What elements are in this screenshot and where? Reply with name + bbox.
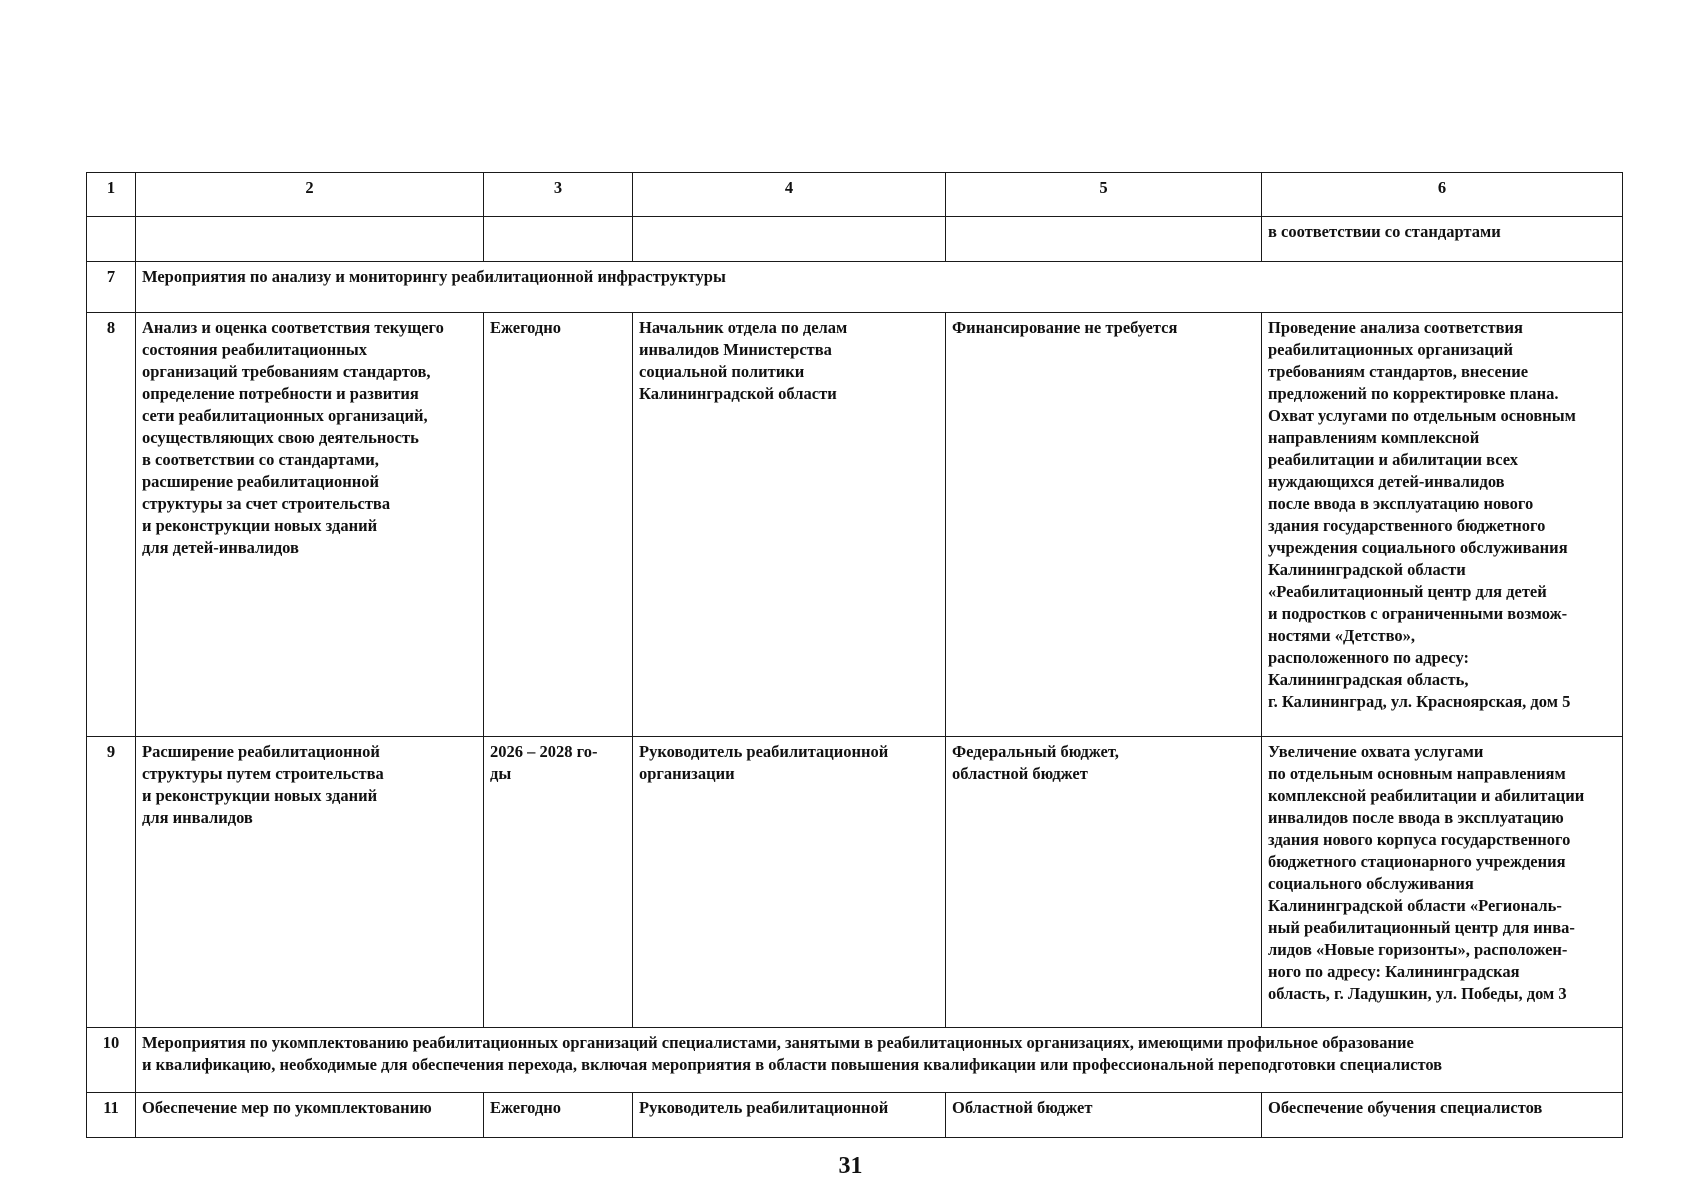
header-col-3: 3 (484, 173, 633, 217)
deadline-cell: Ежегодно (484, 1093, 633, 1138)
header-col-2: 2 (136, 173, 484, 217)
result-cell: Увеличение охвата услугами по отдельным основным направлениям комплексной реабилитации и абилитации инвалидов после ввода в эксплуатацию здания нового корпуса государственного бюджетного стационарного учреждения социального обслуживания Калининградской области «Региональ- ный реабилитационный центр для инва- лидов «Новые горизонты», расположен- ного по адресу: Калининградская область, г. Ладушкин, ул. Победы, дом 3 (1262, 737, 1623, 1028)
section-heading: Мероприятия по укомплектованию реабилитационных организаций специалистами, занятыми в реабилитационных организациях, имеющими профильное образование и квалификацию, необходимые для обеспечения перехода, включая мероприятия в области повышения квалификации или профессиональной переподготовки специалистов (136, 1028, 1623, 1093)
measure-cell: Обеспечение мер по укомплектованию (136, 1093, 484, 1138)
responsible-cell: Руководитель реабилитационной организации (633, 737, 946, 1028)
section-heading: Мероприятия по анализу и мониторингу реабилитационной инфраструктуры (136, 262, 1623, 313)
table-row-8 (87, 313, 1623, 737)
responsible-cell: Руководитель реабилитационной (633, 1093, 946, 1138)
measure-cell: Анализ и оценка соответствия текущего состояния реабилитационных организаций требованиям стандартов, определение потребности и развития сети реабилитационных организаций, осуществляющих свою деятельность в соответствии со стандартами, расширение реабилитационной структуры за счет строительства и реконструкции новых зданий для детей-инвалидов (136, 313, 484, 737)
result-cell: Проведение анализа соответствия реабилитационных организаций требованиям стандартов, внесение предложений по корректировке плана. Охват услугами по отдельным основным направлениям комплексной реабилитации и абилитации всех нуждающихся детей-инвалидов после ввода в эксплуатацию нового здания государственного бюджетного учреждения социального обслуживания Калининградской области «Реабилитационный центр для детей и подростков с ограниченными возмож- ностями «Детство», расположенного по адресу: Калининградская область, г. Калининград, ул. Красноярская, дом 5 (1262, 313, 1623, 737)
cont-col-5 (946, 217, 1262, 262)
funding-cell: Федеральный бюджет, областной бюджет (946, 737, 1262, 1028)
cont-col-2 (136, 217, 484, 262)
deadline-cell: Ежегодно (484, 313, 633, 737)
table-row-11 (87, 1093, 1623, 1138)
header-col-6: 6 (1262, 173, 1623, 217)
row-number: 10 (87, 1028, 136, 1093)
cont-col-3 (484, 217, 633, 262)
row-number: 9 (87, 737, 136, 1028)
cont-col-4 (633, 217, 946, 262)
funding-cell: Областной бюджет (946, 1093, 1262, 1138)
funding-cell: Финансирование не требуется (946, 313, 1262, 737)
row-number: 8 (87, 313, 136, 737)
header-col-1: 1 (87, 173, 136, 217)
deadline-cell: 2026 – 2028 го- ды (484, 737, 633, 1028)
responsible-cell: Начальник отдела по делам инвалидов Министерства социальной политики Калининградской области (633, 313, 946, 737)
table-row-9 (87, 737, 1623, 1028)
measures-table (86, 172, 1623, 1138)
row-number: 11 (87, 1093, 136, 1138)
result-cell: Обеспечение обучения специалистов (1262, 1093, 1623, 1138)
cont-col-6: в соответствии со стандартами (1262, 217, 1623, 262)
row-number: 7 (87, 262, 136, 313)
page-number: 31 (838, 1153, 863, 1179)
table-row-10 (87, 1028, 1623, 1093)
header-col-4: 4 (633, 173, 946, 217)
measure-cell: Расширение реабилитационной структуры путем строительства и реконструкции новых зданий для инвалидов (136, 737, 484, 1028)
table-row-7 (87, 262, 1623, 313)
table-header-row (87, 173, 1623, 217)
header-col-5: 5 (946, 173, 1262, 217)
cont-col-1 (87, 217, 136, 262)
table-row-continuation (87, 217, 1623, 262)
